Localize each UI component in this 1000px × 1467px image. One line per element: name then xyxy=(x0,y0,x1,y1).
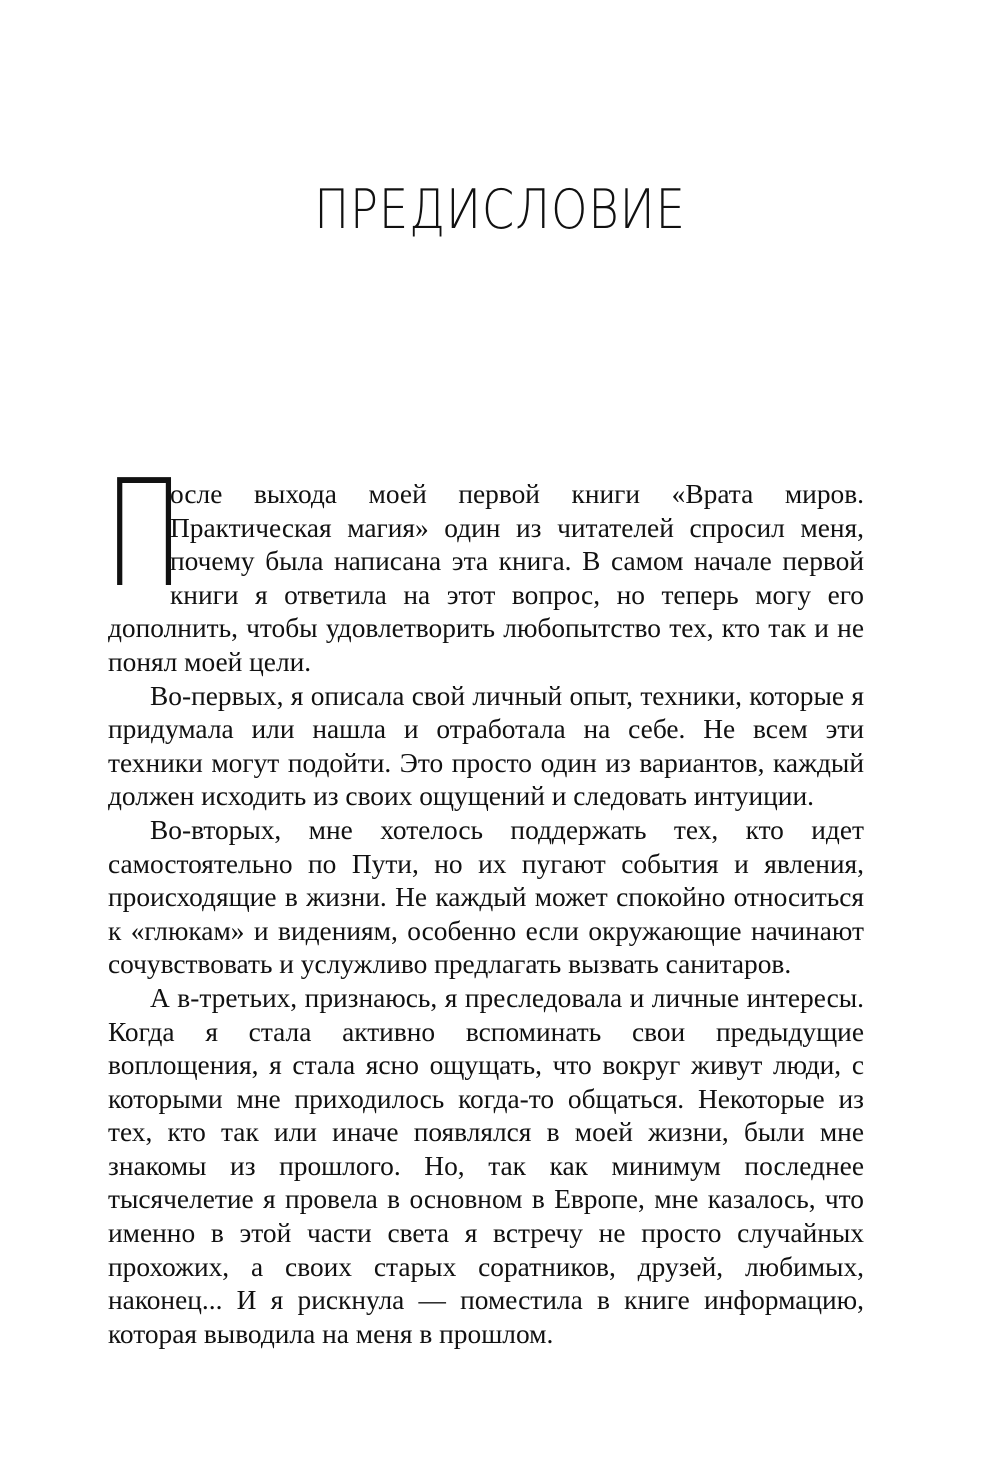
intro-paragraph xyxy=(104,448,864,680)
paragraph-third-reason: А в-третьих, признаюсь, я преследовала и личные интересы. Когда я стала активно вспоминать свои предыдущие воплощения, я стала ясно ощущать, что вокруг живут люди, с которыми мне приходилось когда-то общаться. Некоторые из тех, кто так или иначе появлялся в моей жизни, были мне знакомы из прошлого. Но, так как минимум последнее тысячелетие я провела в основном в Европе, мне казалось, что именно в этой части света я встречу не просто случайных прохожих, а своих старых соратников, друзей, любимых, наконец... И я рискнула — поместила в книге информацию, которая выводила на меня в прошлом. xyxy=(108,982,864,1349)
drop-cap: П xyxy=(104,448,185,620)
paragraph-first-reason: Во-первых, я описала свой личный опыт, техники, которые я придумала или нашла и отработала на себе. Не всем эти техники могут подойти. Это просто один из вариантов, каждый должен исходить из своих ощущений и следовать интуиции. xyxy=(108,680,864,812)
chapter-title: ПРЕДИСЛОВИЕ xyxy=(314,178,686,241)
paragraph-second-reason: Во-вторых, мне хотелось поддержать тех, кто идет самостоятельно по Пути, но их пугают события и явления, происходящие в жизни. Не каждый может спокойно относиться к «глюкам» и видениям, особенно если окружающие начинают сочувствовать и услужливо предлагать вызвать санитаров. xyxy=(108,814,864,980)
chapter-body xyxy=(104,448,864,1351)
intro-paragraph-text: осле выхода моей первой книги «Врата миров. Практическая магия» один из читателей спросил меня, почему была написана эта книга. В самом начале первой книги я ответила на этот вопрос, но теперь могу его дополнить, чтобы удовлетворить любопытство тех, кто так и не понял моей цели. xyxy=(108,479,864,677)
